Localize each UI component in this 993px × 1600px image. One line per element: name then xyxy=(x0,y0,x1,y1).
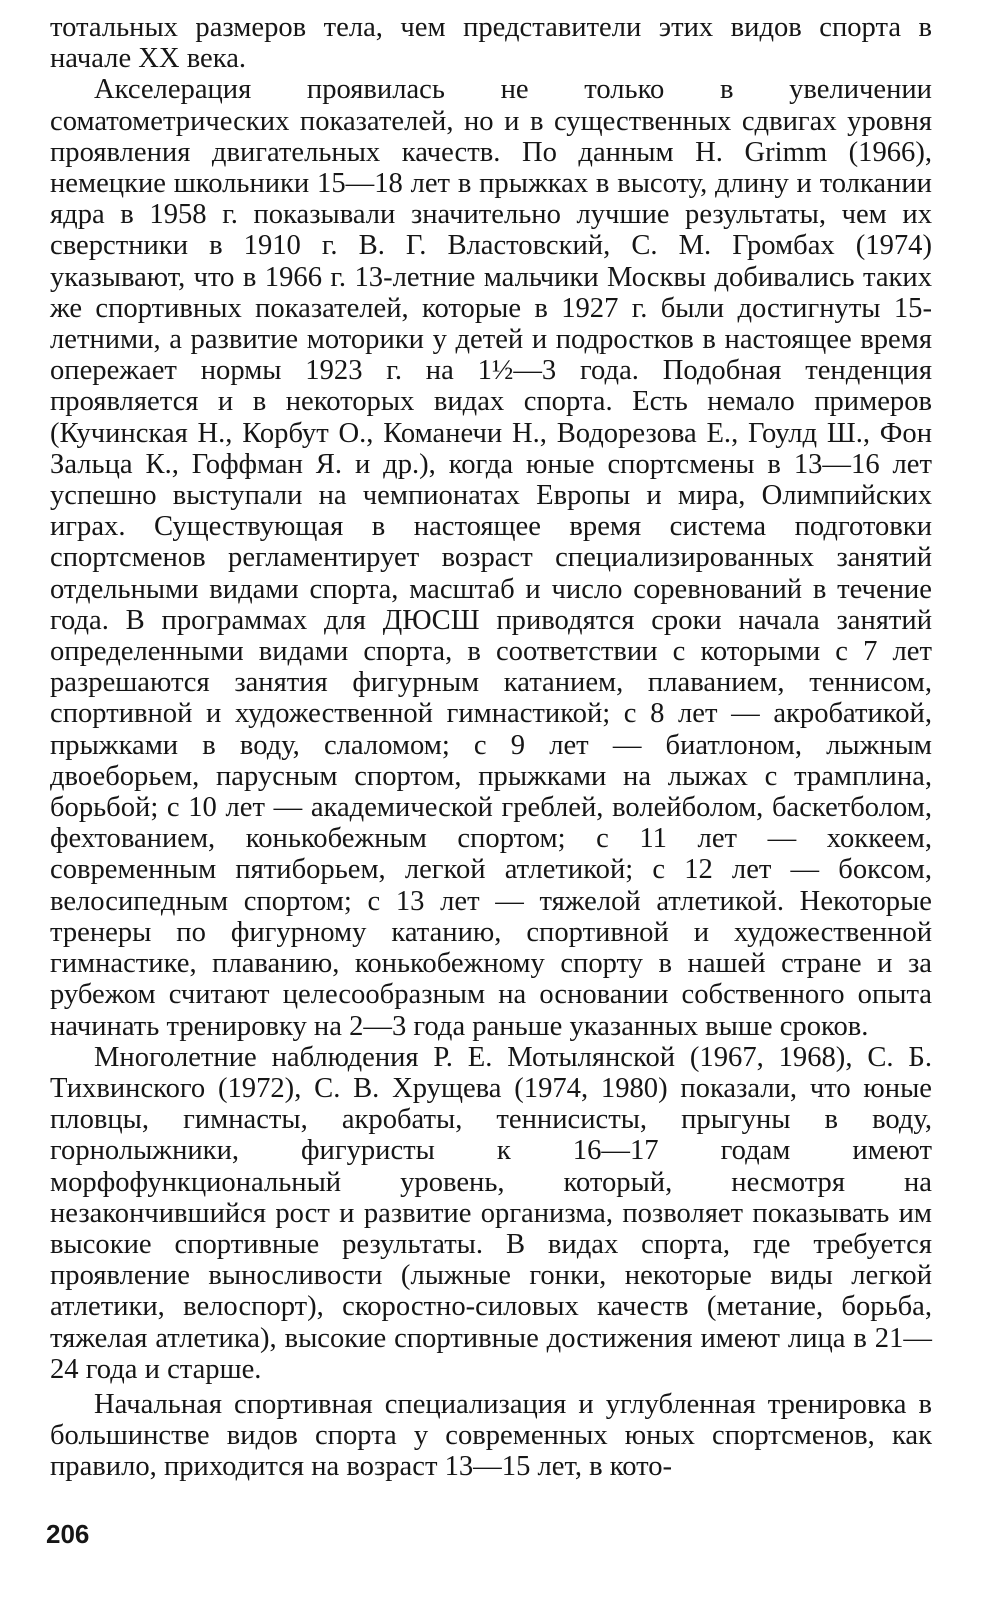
paragraph-acceleration: Акселерация проявилась не только в увеличении соматометрических показателей, но и в существенных сдвигах уровня проявления двигательных качеств. По данным H. Grimm (1966), немецкие школьники 15—18 лет в прыжках в высоту, длину и толкании ядра в 1958 г. показывали значительно лучшие результаты, чем их сверстники в 1910 г. В. Г. Властовский, С. М. Громбах (1974) указывают, что в 1966 г. 13-летние мальчики Москвы добивались таких же спортивных показателей, которые в 1927 г. были достигнуты 15-летними, а развитие моторики у детей и подростков в настоящее время опережает нормы 1923 г. на 1½—3 года. Подобная тенденция проявляется и в некоторых видах спорта. Есть немало примеров (Кучинская Н., Корбут О., Команечи Н., Водорезова Е., Гоулд Ш., Фон Зальца К., Гоффман Я. и др.), когда юные спортсмены в 13—16 лет успешно выступали на чемпионатах Европы и мира, Олимпийских играх. Существующая в настоящее время система подготовки спортсменов регламентирует возраст специализированных занятий отдельными видами спорта, масштаб и число соревнований в течение года. В программах для ДЮСШ приводятся сроки начала занятий определенными видами спорта, в соответствии с которыми с 7 лет разрешаются занятия фигурным катанием, плаванием, теннисом, спортивной и художественной гимнастикой; с 8 лет — акробатикой, прыжками в воду, слаломом; с 9 лет — биатлоном, лыжным двоеборьем, парусным спортом, прыжками на лыжах с трамплина, борьбой; с 10 лет — академической греблей, волейболом, баскетболом, фехтованием, конькобежным спортом; с 11 лет — хоккеем, современным пятиборьем, легкой атлетикой; с 12 лет — боксом, велосипедным спортом; с 13 лет — тяжелой атлетикой. Некоторые тренеры по фигурному катанию, спортивной и художественной гимнастике, плаванию, конькобежному спорту в нашей стране и за рубежом считают целесообразным на основании собственного опыта начинать тренировку на 2—3 года раньше указанных выше сроков. xyxy=(50,74,932,1042)
paragraph-specialization: Начальная спортивная специализация и углубленная тренировка в большинстве видов спорта у современных юных спортсменов, как правило, приходится на возраст 13—15 лет, в кото- xyxy=(50,1388,932,1483)
page-number: 206 xyxy=(46,1519,90,1549)
paragraph-observations: Многолетние наблюдения Р. Е. Мотылянской (1967, 1968), С. Б. Тихвинского (1972), С. В. Хрущева (1974, 1980) показали, что юные пловцы, гимнасты, акробаты, теннисисты, прыгуны в воду, горнолыжники, фигуристы к 16—17 годам имеют морфофункциональный уровень, который, несмотря на незакончившийся рост и развитие организма, позволяет показывать им высокие спортивные результаты. В видах спорта, где требуется проявление выносливости (лыжные гонки, некоторые виды легкой атлетики, велоспорт), скоростно-силовых качеств (метание, борьба, тяжелая атлетика), высокие спортивные достижения имеют лица в 21—24 года и старше. xyxy=(50,1041,932,1385)
paragraph-continuation: тотальных размеров тела, чем представители этих видов спорта в начале XX века. xyxy=(50,12,932,75)
body-text xyxy=(50,12,932,1483)
